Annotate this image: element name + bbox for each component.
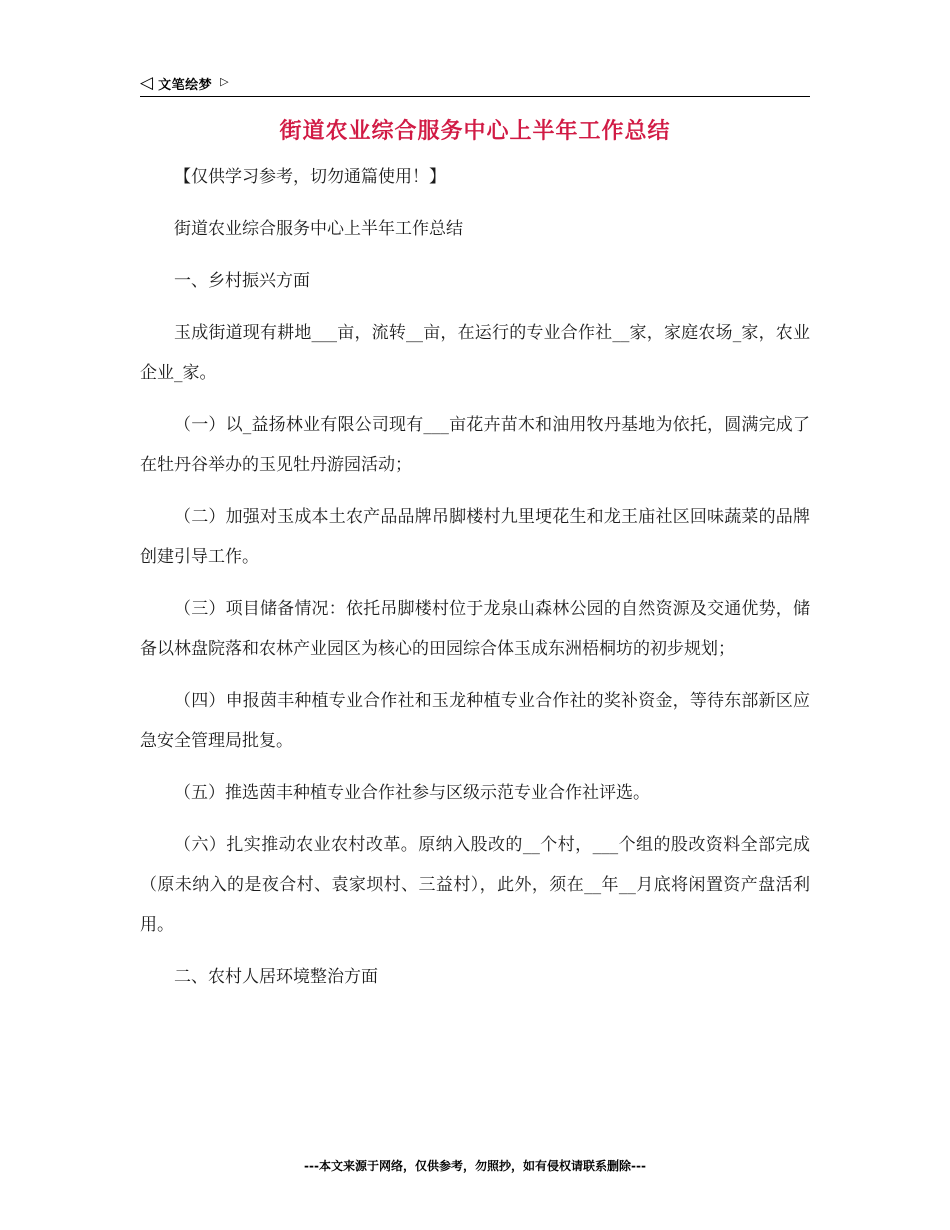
page-header bbox=[140, 70, 810, 97]
disclaimer-note: 【仅供学习参考，切勿通篇使用！】 bbox=[174, 167, 446, 187]
body-title-repeat: 街道农业综合服务中心上半年工作总结 bbox=[174, 219, 463, 239]
paragraph-item-4: （四）申报茵丰种植专业合作社和玉龙种植专业合作社的奖补资金，等待东部新区应急安全管理局批复。 bbox=[140, 691, 810, 751]
paragraph-item-5: （五）推选茵丰种植专业合作社参与区级示范专业合作社评选。 bbox=[174, 783, 650, 803]
page-footer-notice: ---本文来源于网络，仅供参考，勿照抄，如有侵权请联系删除--- bbox=[304, 1159, 646, 1173]
paragraph-item-6: （六）扎实推动农业农村改革。原纳入股改的__个村，___个组的股改资料全部完成（原未纳入的是夜合村、袁家坝村、三益村），此外，须在__年__月底将闲置资产盘活利用。 bbox=[140, 835, 810, 935]
triangle-left-icon: ◁ bbox=[140, 72, 154, 93]
paragraph-item-2: （二）加强对玉成本土农产品品牌吊脚楼村九里埂花生和龙王庙社区回味蔬菜的品牌创建引导工作。 bbox=[140, 507, 810, 567]
section-heading-rural-revitalization: 一、乡村振兴方面 bbox=[174, 271, 310, 291]
document-title: 街道农业综合服务中心上半年工作总结 bbox=[279, 119, 671, 144]
paragraph-land-overview: 玉成街道现有耕地___亩，流转__亩，在运行的专业合作社__家，家庭农场_家，农业企业_家。 bbox=[140, 323, 810, 383]
section-heading-living-environment: 二、农村人居环境整治方面 bbox=[174, 967, 378, 987]
document-body bbox=[140, 157, 810, 1009]
paragraph-item-1: （一）以_益扬林业有限公司现有___亩花卉苗木和油用牧丹基地为依托，圆满完成了在牡丹谷举办的玉见牡丹游园活动； bbox=[140, 415, 810, 475]
paragraph-item-3: （三）项目储备情况：依托吊脚楼村位于龙泉山森林公园的自然资源及交通优势，储备以林盘院落和农林产业园区为核心的田园综合体玉成东洲梧桐坊的初步规划； bbox=[140, 599, 810, 659]
brand-name: 文笔绘梦 bbox=[158, 77, 213, 93]
triangle-right-icon: ▷ bbox=[220, 74, 229, 88]
